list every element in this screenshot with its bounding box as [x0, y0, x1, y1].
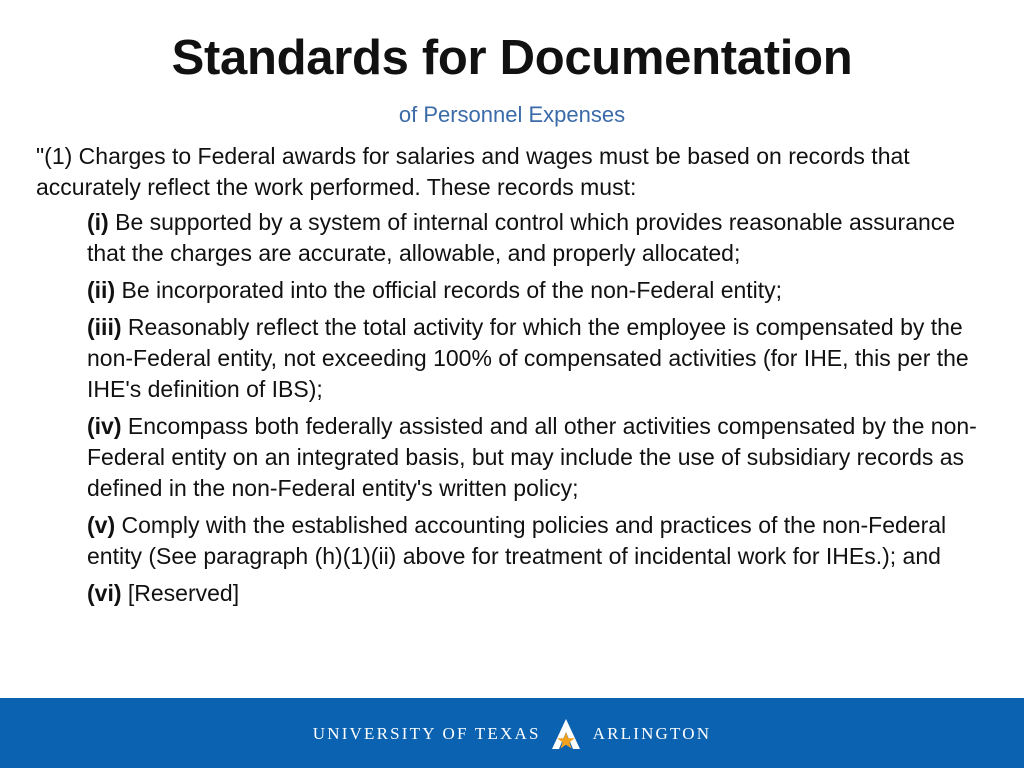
logo-text-left: UNIVERSITY OF TEXAS [312, 724, 541, 743]
list-item [87, 207, 996, 269]
intro-paragraph: "(1) Charges to Federal awards for salaries and wages must be based on records that accurately reflect the work performed. These records must: [36, 143, 910, 200]
list-item [87, 312, 996, 405]
item-marker: (i) [87, 209, 109, 235]
item-marker: (iii) [87, 314, 122, 340]
page-title: Standards for Documentation [171, 31, 853, 85]
item-marker: (vi) [87, 580, 122, 606]
logo-text-right: ARLINGTON [592, 724, 712, 743]
list-item [87, 275, 996, 306]
item-text: Be incorporated into the official records of the non-Federal entity; [115, 277, 783, 303]
item-text: Comply with the established accounting policies and practices of the non-Federal entity (See paragraph (h)(1)(ii) above for treatment of incidental work for IHEs.); and [87, 512, 947, 569]
item-text: Reasonably reflect the total activity for which the employee is compensated by the non-Federal entity, not exceeding 100% of compensated activities (for IHE, this per the IHE's definition of IBS); [87, 314, 969, 402]
item-text: [Reserved] [121, 580, 240, 606]
list-item [87, 510, 996, 572]
item-text: Be supported by a system of internal control which provides reasonable assurance that the charges are accurate, allowable, and properly allocated; [87, 209, 956, 266]
requirements-list [36, 207, 996, 609]
item-marker: (iv) [87, 413, 122, 439]
slide-body [36, 141, 996, 615]
item-text: Encompass both federally assisted and all other activities compensated by the non-Federal entity on an integrated basis, but may include the use of subsidiary records as defined in the non-Federal entity's written policy; [87, 413, 977, 501]
uta-star-a-icon [547, 718, 585, 750]
item-marker: (v) [87, 512, 116, 538]
footer-bar [0, 698, 1024, 768]
item-marker: (ii) [87, 277, 116, 303]
page-subtitle: of Personnel Expenses [398, 102, 626, 127]
list-item [87, 411, 996, 504]
list-item [87, 578, 996, 609]
university-logo [0, 718, 1024, 750]
